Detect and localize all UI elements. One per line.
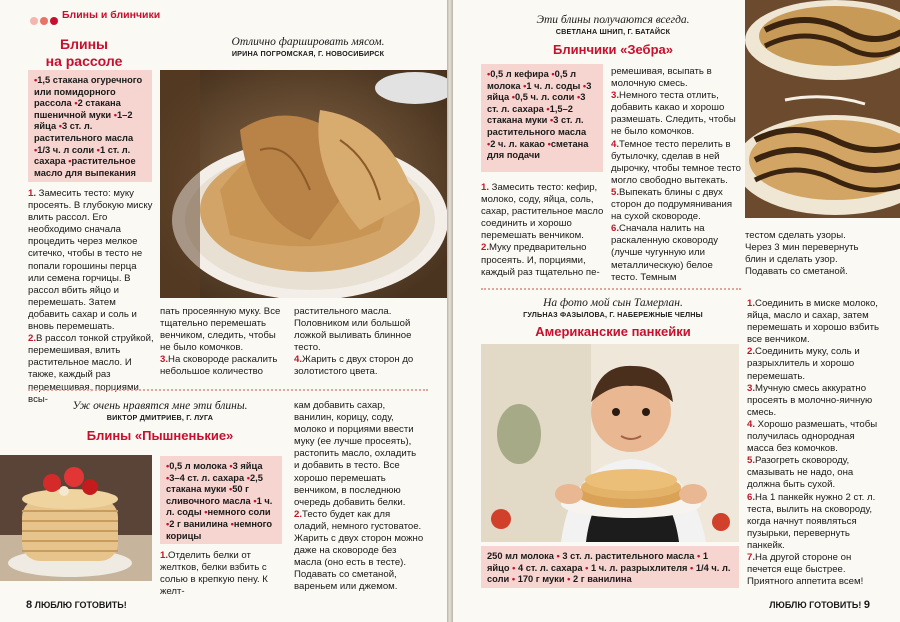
ingredient-item: •3 яйца	[487, 80, 592, 103]
ingredient-item: •1,5 стакана огуречного или помидорного рассола	[34, 75, 143, 109]
ingredient-item: •растительное масло для выпекания	[34, 156, 136, 178]
ingredient-item: •немного корицы	[166, 518, 273, 541]
rassol-quote-block	[188, 36, 428, 58]
rassol-steps-text-3: растительного масла. Половником или большой ложкой выливать блинное тесто. 4.Жарить с двух сторон до золотистого цвета.	[294, 306, 414, 378]
zebra-steps-text-1: 1. Замесить тесто: кефир, молоко, соду, яйца, соль, сахар, растительное масло соединить и хорошо перемешать венчиком. 2.Муку предварительно просеять. И, порциями, каждый раз тщательно пе-	[481, 182, 604, 278]
right-page-footer	[769, 599, 870, 611]
ingredient-item: •0,5 л кефира	[487, 69, 549, 79]
ingredient-item: 1 яйцо •	[487, 551, 709, 573]
pancakes-ingredients	[481, 546, 739, 588]
ingredient-item: 250 мл молока •	[487, 551, 560, 561]
pancakes-steps-text: 1.Соединить в миске молоко, яйца, масло и сахар, затем перемешать и хорошо взбить все венчиком. 2.Соединить муку, соль и разрыхлитель и хорошо перемешать. 3.Мучную смесь аккуратно просеять в молочно-яичную смесь. 4. Хорошо размешать, чтобы получилась однородная масса без комочков. 5.Разогреть сковороду, смазывать не надо, она должна быть сухой. 6.На 1 панкейк нужно 2 ст. л. теста, вылить на сковороду, когда начнут появляться пузырьки, перевернуть панкейк. 7.На другой стороне он печется еще быстрее. Приятного аппетита всем!	[747, 298, 879, 588]
pyshnenkie-steps-text-1: 1.Отделить белки от желтков, белки взбить с солью в крепкую пену. К желт-	[160, 550, 268, 598]
zebra-quote: Эти блины получаются всегда.	[536, 14, 690, 26]
right-page	[453, 0, 900, 622]
ingredient-item: 1/4 ч. л. соли •	[487, 562, 731, 585]
ingredient-item: •3–4 ст. л. сахара	[166, 472, 245, 483]
pancakes-quote: На фото мой сын Тамерлан.	[543, 297, 683, 309]
ingredient-item: •3 яйца	[229, 461, 263, 471]
ingredient-item: 3 ст. л. растительного масла •	[562, 551, 701, 561]
zebra-steps-col3	[745, 230, 875, 278]
zebra-steps-col2	[611, 66, 741, 284]
ingredient-item: •2,5 стакана муки	[166, 472, 263, 495]
pyshnenkie-quote-block	[40, 400, 280, 422]
pyshnenkie-ingredients	[160, 456, 282, 544]
ingredient-item: •2 г ванилина	[166, 518, 228, 529]
pyshnenkie-steps-col2	[294, 400, 424, 594]
zebra-pancakes-photo	[745, 0, 900, 218]
rassol-steps-col1	[28, 188, 154, 406]
pyshnenkie-pancakes-photo	[0, 455, 152, 581]
ingredient-item: •3 ст. л. сахара	[487, 92, 586, 114]
ingredient-item: 4 ст. л. сахара •	[518, 562, 589, 573]
divider	[481, 288, 741, 290]
zebra-ingredients	[481, 64, 603, 172]
left-page-number: 8	[26, 599, 33, 611]
ingredient-item: •2 стакана пшеничной муки	[34, 98, 121, 120]
pancakes-quote-block	[493, 297, 733, 319]
left-page	[0, 0, 447, 622]
ingredient-item: •сметана для подачи	[487, 138, 589, 161]
ingredient-item: •1 ч. л. соды	[166, 495, 273, 518]
divider	[28, 389, 428, 391]
rassol-steps-text-1: 1. Замесить тесто: муку просеять. В глубокую миску влить рассол. Его необходимо сначала процедить через мелкое ситечко, чтобы в тесто не попали горошины перца или семена горчицы. В рассол вбить яйцо и перемешать. Затем добавить сахар и соль и вновь перемешать. 2.В рассол тонкой струйкой, перемешивая, влить растительное масло. И также, каждый раз перемешивая, порциями вcы-	[28, 188, 154, 405]
rassol-pancakes-photo	[160, 70, 447, 298]
rassol-title: Блины на рассоле	[45, 36, 123, 69]
ingredient-item: •3 ст. л. растительного масла	[487, 115, 587, 137]
pyshnenkie-title: Блины «Пышненькие»	[86, 428, 234, 443]
ingredient-item: •1 ч. л. соды	[523, 80, 581, 91]
ingredient-item: •1 ст. л. сахара	[34, 144, 131, 167]
pyshnenkie-quote: Уж очень нравятся мне эти блины.	[72, 400, 248, 412]
pancakes-title: Американские панкейки	[535, 324, 691, 339]
ingredient-item: •50 г сливочного масла	[166, 484, 251, 506]
rassol-steps-col2	[160, 306, 288, 379]
rassol-author: ИРИНА ПОГРОМСКАЯ, Г. НОВОСИБИРСК	[231, 49, 385, 58]
pyshnenkie-author: ВИКТОР ДМИТРИЕВ, Г. ЛУГА	[106, 413, 214, 422]
pyshnenkie-steps-col1	[160, 550, 288, 598]
ingredient-item: •1/3 ч. л соли	[34, 144, 95, 155]
ingredient-item: •0,5 ч. л. соли	[511, 92, 575, 103]
ingredient-item: 1 ч. л. разрыхлителя •	[591, 562, 694, 573]
zebra-steps-text-2: ремешивая, всыпать в молочную смесь. 3.Немного теста отлить, добавить какао и хорошо размешать. Следить, чтобы не было комочков. 4.Темное тесто перелить в бутылочку, сделав в ней дырочку, чтобы темное тесто могло свободно вытекать. 5.Выпекать блины с двух сторон до подрумянивания на сухой сковороде. 6.Сначала налить на раскаленную сковороду (лучше чугунную или металлическую) белое тесто. Темным	[611, 66, 741, 283]
rassol-ingredients	[28, 70, 152, 182]
rassol-steps-col3	[294, 306, 424, 379]
section-circles-icon	[30, 12, 60, 30]
zebra-author: СВЕТЛАНА ШНИП, Г. БАТАЙСК	[555, 27, 671, 36]
ingredient-item: 2 г ванилина	[573, 574, 632, 585]
ingredient-item: •немного соли	[204, 507, 271, 518]
zebra-steps-col1	[481, 182, 607, 279]
rassol-steps-text-2: пать просеянную муку. Все тщательно перемешать венчиком, следить, чтобы не было комочков. 3.На сковороде раскалить небольшое количество	[160, 306, 281, 378]
left-magazine-name: ЛЮБЛЮ ГОТОВИТЬ!	[34, 600, 127, 610]
ingredient-item: 170 г муки •	[517, 574, 571, 585]
pancakes-steps	[747, 298, 879, 588]
zebra-quote-block	[493, 14, 733, 36]
section-label: Блины и блинчики	[62, 9, 161, 21]
zebra-title: Блинчики «Зебра»	[553, 42, 673, 57]
left-page-footer	[26, 599, 127, 611]
right-magazine-name: ЛЮБЛЮ ГОТОВИТЬ!	[769, 600, 862, 610]
ingredient-item: •2 ч. л. какао	[487, 138, 545, 149]
right-page-number: 9	[863, 599, 870, 611]
ingredient-item: •1,5–2 стакана муки	[487, 103, 573, 126]
rassol-quote: Отлично фаршировать мясом.	[231, 36, 385, 48]
ingredient-item: •1–2 яйца	[34, 109, 133, 132]
ingredient-item: •0,5 л молока	[487, 69, 577, 91]
zebra-steps-text-3: тестом сделать узоры. Через 3 мин перевернуть блин и сделать узор. Подавать со сметаной.	[745, 230, 859, 278]
pancakes-author: ГУЛЬНАЗ ФАЗЫЛОВА, Г. НАБЕРЕЖНЫЕ ЧЕЛНЫ	[523, 310, 703, 319]
pancakes-boy-photo	[481, 344, 739, 542]
ingredient-item: •3 ст. л. растительного масла	[34, 121, 134, 143]
ingredient-item: •0,5 л молока	[166, 461, 227, 471]
pyshnenkie-steps-text-2: кам добавить сахар, ванилин, корицу, соду, молоко и порциями ввести муку (ее лучше просеять), растопить масло, охладить и добавить в тесто. Все хорошо перемешать венчиком, в последнюю очередь добавить белки. 2.Тесто будет как для оладий, немного густоватое. Жарить с двух сторон можно даже на сковороде без масла (оно есть в тесте). Подавать со сметаной, вареньем или джемом.	[294, 400, 424, 593]
